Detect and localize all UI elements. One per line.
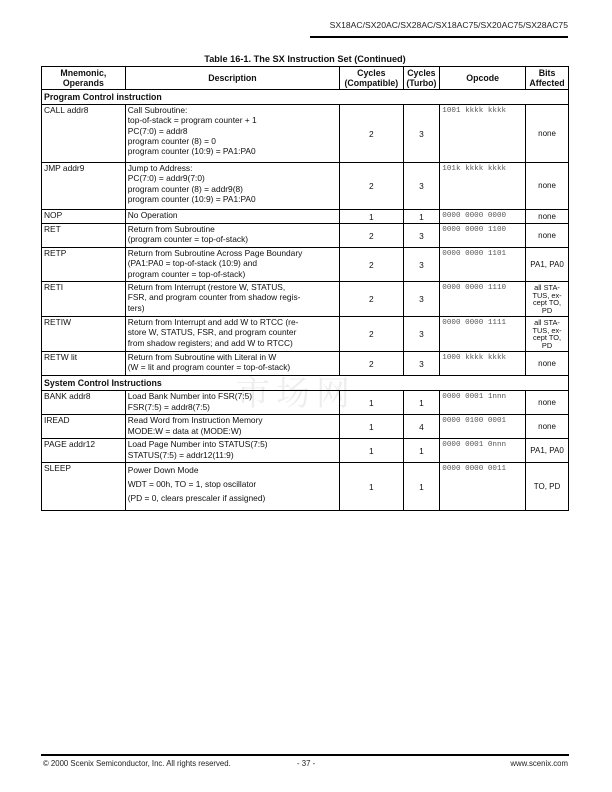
table-row (42, 415, 569, 439)
footer-copyright: © 2000 Scenix Semiconductor, Inc. All rights reserved. (43, 759, 231, 768)
bits-affected-cell (526, 210, 569, 224)
description-line: program counter (8) = 0 (127, 135, 216, 146)
column-header-bits-affected: Bits Affected (526, 67, 569, 90)
cycles-turbo-cell: 3 (403, 163, 440, 210)
description-line: (PD = 0, clears prescaler if assigned) (127, 493, 266, 504)
cycles-compatible-cell: 2 (340, 317, 403, 352)
description-cell (125, 282, 339, 317)
description-line: Return from Subroutine (127, 224, 215, 235)
table-row (42, 352, 569, 376)
cycles-turbo-cell: 1 (403, 439, 440, 463)
cycles-compatible-cell: 2 (340, 163, 403, 210)
mnemonic-cell: RET (42, 224, 126, 248)
opcode-cell: 0000 0000 1100 (440, 224, 526, 248)
cycles-turbo-cell: 1 (403, 210, 440, 224)
cycles-turbo-cell: 3 (403, 317, 440, 352)
mnemonic-cell: CALL addr8 (42, 105, 126, 163)
description-cell (125, 463, 339, 511)
instruction-set-table (41, 66, 569, 511)
description-line: program counter (10:9) = PA1:PA0 (127, 193, 256, 204)
mnemonic-cell: IREAD (42, 415, 126, 439)
description-line: FSR, and program counter from shadow regis- (127, 292, 301, 303)
footer-website: www.scenix.com (510, 759, 568, 768)
table-header-row (42, 67, 569, 90)
description-cell (125, 352, 339, 376)
table-row (42, 317, 569, 352)
description-line: (W = lit and program counter = top-of-stack) (127, 362, 291, 373)
bits-affected-line: TO, PD (533, 481, 561, 491)
bits-affected-cell (526, 352, 569, 376)
table-row (42, 439, 569, 463)
bits-affected-cell (526, 163, 569, 210)
bits-affected-line: TUS, ex- (532, 325, 562, 335)
cycles-compatible-cell: 2 (340, 105, 403, 163)
description-line: program counter (10:9) = PA1:PA0 (127, 146, 256, 157)
description-line: Return from Interrupt (restore W, STATUS, (127, 282, 286, 293)
bits-affected-line: PA1, PA0 (530, 445, 564, 455)
cycles-turbo-cell: 1 (403, 391, 440, 415)
column-header-opcode: Opcode (440, 67, 526, 90)
bits-affected-cell (526, 224, 569, 248)
table-row (42, 210, 569, 224)
bits-affected-line: none (538, 397, 556, 407)
opcode-cell: 0000 0000 0000 (440, 210, 526, 224)
table-caption: Table 16-1. The SX Instruction Set (Continued) (204, 54, 406, 64)
description-line: MODE:W = data at (MODE:W) (127, 425, 242, 436)
column-header-description: Description (125, 67, 339, 90)
opcode-cell: 0000 0000 1111 (440, 317, 526, 352)
cycles-turbo-cell: 4 (403, 415, 440, 439)
description-cell (125, 391, 339, 415)
column-header-cycles-turbo: Cycles (Turbo) (403, 67, 440, 90)
section-row (42, 376, 569, 391)
mnemonic-cell: RETP (42, 248, 126, 282)
description-line: No Operation (127, 210, 178, 221)
table-row (42, 105, 569, 163)
bits-affected-cell (526, 105, 569, 163)
cycles-compatible-cell: 1 (340, 210, 403, 224)
table-row (42, 248, 569, 282)
description-cell (125, 415, 339, 439)
description-line: from shadow registers; and add W to RTCC) (127, 337, 293, 348)
description-line: Return from Subroutine Across Page Boundary (127, 248, 303, 259)
table-row (42, 282, 569, 317)
bits-affected-line: cept TO, (532, 333, 562, 343)
description-line: program counter = top-of-stack) (127, 268, 246, 279)
section-title: System Control Instructions (42, 376, 569, 391)
cycles-turbo-cell: 3 (403, 352, 440, 376)
opcode-cell: 0000 0001 1nnn (440, 391, 526, 415)
description-line: Return from Interrupt and add W to RTCC (re- (127, 317, 299, 328)
cycles-compatible-cell: 2 (340, 248, 403, 282)
column-header-cycles-compatible: Cycles (Compatible) (340, 67, 403, 90)
cycles-compatible-cell: 1 (340, 391, 403, 415)
footer-rule (41, 754, 569, 756)
bits-affected-cell (526, 439, 569, 463)
description-cell (125, 105, 339, 163)
mnemonic-cell: RETIW (42, 317, 126, 352)
opcode-cell: 1000 kkkk kkkk (440, 352, 526, 376)
table-row (42, 463, 569, 511)
mnemonic-cell: RETW lit (42, 352, 126, 376)
description-cell (125, 317, 339, 352)
table-row (42, 224, 569, 248)
opcode-cell: 0000 0000 0011 (440, 463, 526, 511)
footer-page-number: - 37 - (297, 759, 316, 768)
description-line: PC(7:0) = addr9(7:0) (127, 173, 205, 184)
cycles-compatible-cell: 1 (340, 463, 403, 511)
table-row (42, 163, 569, 210)
description-line: PC(7:0) = addr8 (127, 125, 188, 136)
bits-affected-line: all STA- (534, 283, 560, 293)
description-cell (125, 163, 339, 210)
bits-affected-cell (526, 282, 569, 317)
cycles-compatible-cell: 2 (340, 352, 403, 376)
bits-affected-line: none (538, 211, 556, 221)
description-line: store W, STATUS, FSR, and program counter (127, 327, 297, 338)
cycles-compatible-cell: 1 (340, 439, 403, 463)
bits-affected-cell (526, 415, 569, 439)
bits-affected-line: PD (541, 305, 553, 315)
description-line: WDT = 00h, TO = 1, stop oscillator (127, 479, 257, 490)
bits-affected-cell (526, 463, 569, 511)
table-row (42, 391, 569, 415)
bits-affected-line: none (538, 358, 556, 368)
description-line: Read Word from Instruction Memory (127, 415, 263, 426)
mnemonic-cell: NOP (42, 210, 126, 224)
description-line: ters) (127, 302, 145, 313)
description-line: STATUS(7:5) = addr12(11:9) (127, 449, 234, 460)
cycles-compatible-cell: 2 (340, 282, 403, 317)
bits-affected-line: none (538, 230, 556, 240)
cycles-turbo-cell: 3 (403, 224, 440, 248)
bits-affected-line: none (538, 181, 556, 191)
bits-affected-line: all STA- (534, 318, 560, 328)
bits-affected-line: TUS, ex- (532, 290, 562, 300)
header-rule (310, 36, 568, 38)
cycles-compatible-cell: 1 (340, 415, 403, 439)
description-cell (125, 439, 339, 463)
cycles-turbo-cell: 3 (403, 105, 440, 163)
opcode-cell: 0000 0001 0nnn (440, 439, 526, 463)
description-line: Call Subroutine: (127, 105, 188, 116)
cycles-turbo-cell: 3 (403, 248, 440, 282)
mnemonic-cell: RETI (42, 282, 126, 317)
description-cell (125, 210, 339, 224)
description-cell (125, 224, 339, 248)
description-line: Return from Subroutine with Literal in W (127, 352, 277, 363)
section-row (42, 90, 569, 105)
description-line: top-of-stack = program counter + 1 (127, 115, 257, 126)
opcode-cell: 0000 0000 1110 (440, 282, 526, 317)
mnemonic-cell: JMP addr9 (42, 163, 126, 210)
bits-affected-line: cept TO, (532, 298, 562, 308)
document-header-product-line: SX18AC/SX20AC/SX28AC/SX18AC75/SX20AC75/SX28AC75 (329, 20, 568, 30)
description-line: FSR(7:5) = addr8(7:5) (127, 401, 210, 412)
description-line: program counter (8) = addr9(8) (127, 183, 243, 194)
cycles-turbo-cell: 1 (403, 463, 440, 511)
bits-affected-line: PA1, PA0 (530, 259, 564, 269)
column-header-mnemonic: Mnemonic, Operands (42, 67, 126, 90)
section-title: Program Control instruction (42, 90, 569, 105)
description-line: (PA1:PA0 = top-of-stack (10:9) and (127, 258, 258, 269)
bits-affected-line: PD (541, 340, 553, 350)
bits-affected-cell (526, 248, 569, 282)
mnemonic-cell: PAGE addr12 (42, 439, 126, 463)
description-cell (125, 248, 339, 282)
opcode-cell: 101k kkkk kkkk (440, 163, 526, 210)
mnemonic-cell: BANK addr8 (42, 391, 126, 415)
bits-affected-cell (526, 317, 569, 352)
bits-affected-line: none (538, 128, 556, 138)
mnemonic-cell: SLEEP (42, 463, 126, 511)
description-line: Load Page Number into STATUS(7:5) (127, 439, 268, 450)
cycles-turbo-cell: 3 (403, 282, 440, 317)
opcode-cell: 0000 0000 1101 (440, 248, 526, 282)
bits-affected-cell (526, 391, 569, 415)
description-line: Load Bank Number into FSR(7:5) (127, 391, 253, 402)
cycles-compatible-cell: 2 (340, 224, 403, 248)
opcode-cell: 0000 0100 0001 (440, 415, 526, 439)
description-line: (program counter = top-of-stack) (127, 234, 249, 245)
description-line: Jump to Address: (127, 163, 193, 174)
bits-affected-line: none (538, 421, 556, 431)
watermark: 市场网 (236, 374, 356, 414)
description-line: Power Down Mode (127, 465, 199, 476)
opcode-cell: 1001 kkkk kkkk (440, 105, 526, 163)
